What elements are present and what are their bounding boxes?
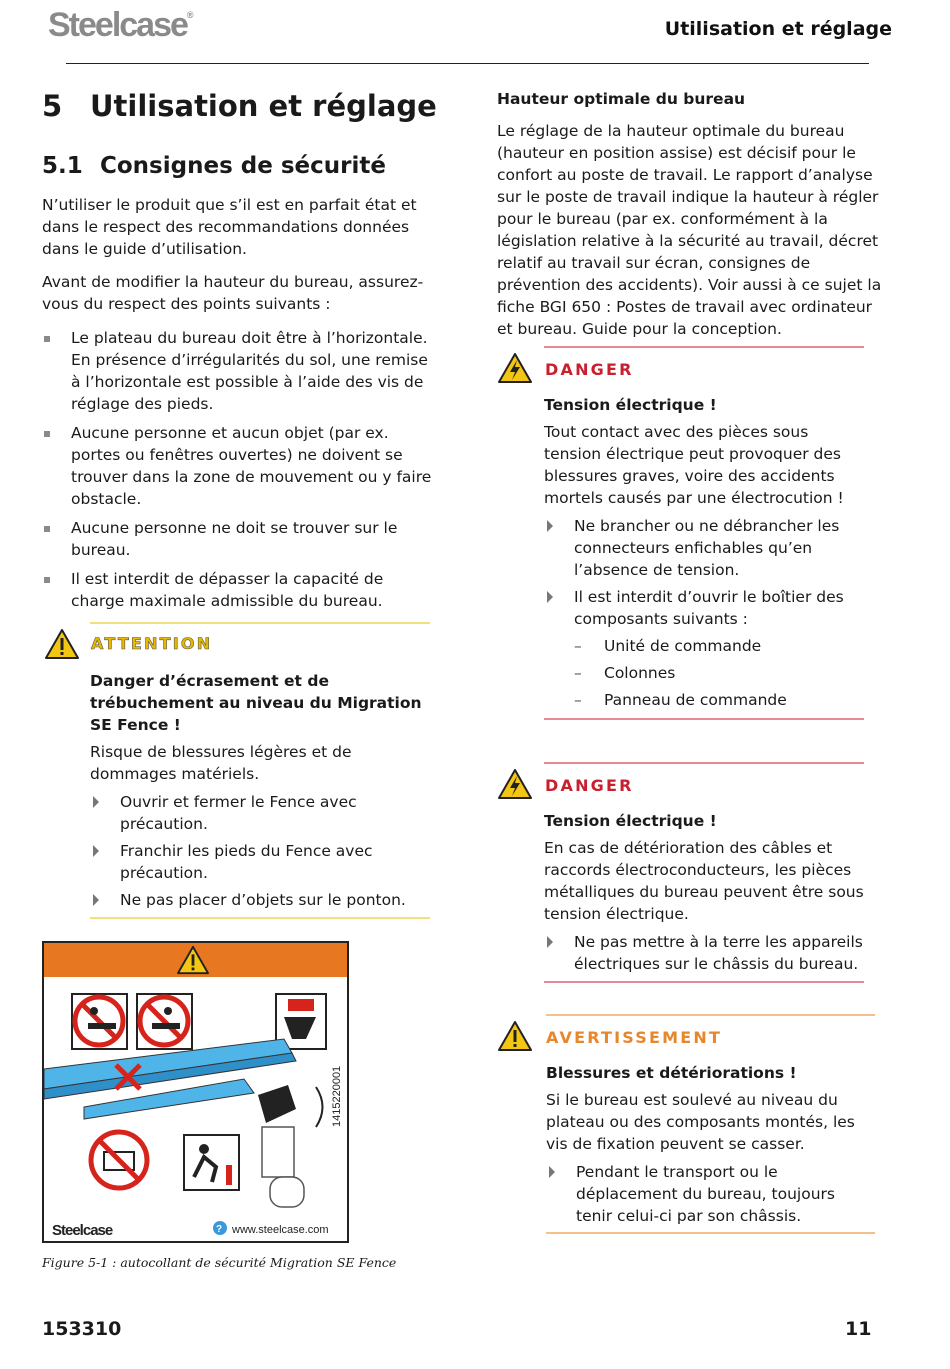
component-list: [544, 635, 866, 711]
arrow-right-icon: [547, 936, 553, 948]
subsection-title: Consignes de sécurité: [100, 153, 386, 179]
notice-steps: [544, 515, 866, 630]
attention-notice: [44, 622, 430, 922]
subsection-number: 5.1: [42, 153, 83, 179]
arrow-right-icon: [549, 1166, 555, 1178]
arrow-right-icon: [547, 591, 553, 603]
safety-checklist: [42, 327, 437, 612]
step-item: Ouvrir et fermer le Fence avec précaution.: [90, 791, 430, 835]
svg-text:www.steelcase.com: www.steelcase.com: [232, 1224, 329, 1236]
notice-bottom-rule: [544, 981, 864, 983]
danger-notice: [497, 346, 867, 721]
section-number: 5: [42, 89, 63, 123]
notice-signal-word: DANGER: [545, 360, 634, 379]
notice-title: Blessures et détériorations !: [546, 1064, 797, 1082]
arrow-right-icon: [547, 520, 553, 532]
figure-caption: Figure 5-1 : autocollant de sécurité Migration SE Fence: [42, 1255, 397, 1270]
notice-top-rule: [544, 346, 864, 348]
svg-text:1415220001: 1415220001: [331, 1065, 343, 1127]
danger-notice: [497, 762, 867, 986]
step-item: Ne pas placer d’objets sur le ponton.: [90, 889, 430, 911]
notice-bottom-rule: [546, 1232, 875, 1234]
notice-title: Danger d’écrasement et de trébuchement au niveau du Migration SE Fence !: [90, 672, 422, 734]
notice-top-rule: [90, 622, 430, 624]
intro-paragraph: N’utiliser le produit que s’il est en parfait état et dans le respect des recommandations données dans le guide d’utilisation.: [42, 196, 417, 258]
electric-hazard-icon: [497, 352, 533, 384]
checklist-item: Le plateau du bureau doit être à l’horizontale. En présence d’irrégularités du sol, une remise à l’horizontale est possible à l’aide des vis de réglage des pieds.: [42, 327, 437, 415]
intro-paragraph: Avant de modifier la hauteur du bureau, assurez-vous du respect des points suivants :: [42, 273, 424, 313]
notice-title: Tension électrique !: [544, 812, 717, 830]
notice-signal-word: ATTENTION: [91, 634, 213, 653]
step-item: Pendant le transport ou le déplacement du bureau, toujours tenir celui-ci par son châssis.: [546, 1161, 876, 1227]
notice-steps: [544, 931, 866, 975]
document-number: 153310: [42, 1318, 122, 1340]
arrow-right-icon: [93, 796, 99, 808]
subheading-optimal-height: Hauteur optimale du bureau: [497, 90, 746, 108]
notice-text: Risque de blessures légères et de dommages matériels.: [90, 743, 352, 783]
notice-body: [90, 670, 430, 916]
subsection-heading: [42, 150, 437, 182]
component-item: – Colonnes: [544, 662, 866, 684]
notice-steps: [546, 1161, 876, 1227]
brand-logo: Steelcase®: [48, 6, 194, 44]
step-item: Franchir les pieds du Fence avec précaution.: [90, 840, 430, 884]
optimal-height-paragraph: Le réglage de la hauteur optimale du bureau (hauteur en position assise) est décisif pour le confort au poste de travail. Le rapport d’analyse sur le poste de travail indique la hauteur à régler pour le bureau (par ex. conformément à la législation relative à la sécurité au travail, décret relatif au travail sur écran, consignes de prévention des accidents). Voir aussi à ce sujet la fiche BGI 650 : Postes de travail avec ordinateur et bureau. Guide pour la conception.: [497, 122, 882, 338]
arrow-right-icon: [93, 845, 99, 857]
checklist-item: Aucune personne et aucun objet (par ex. portes ou fenêtres ouvertes) ne doivent se trouver dans la zone de mouvement ou y faire obstacle.: [42, 422, 437, 510]
warning-notice: [497, 1014, 877, 1236]
checklist-item: Aucune personne ne doit se trouver sur le bureau.: [42, 517, 437, 561]
notice-text: Tout contact avec des pièces sous tension électrique peut provoquer des blessures graves, voire des accidents mortels causés par une électrocution !: [544, 423, 844, 507]
svg-text:?: ?: [216, 1224, 223, 1235]
checklist-item: Il est interdit de dépasser la capacité de charge maximale admissible du bureau.: [42, 568, 437, 612]
warning-triangle-icon: [176, 945, 210, 975]
notice-bottom-rule: [544, 718, 864, 720]
page-number: 11: [845, 1318, 872, 1340]
notice-signal-word: DANGER: [545, 776, 634, 795]
notice-body: [544, 810, 866, 980]
notice-bottom-rule: [90, 917, 430, 919]
component-item: – Panneau de commande: [544, 689, 866, 711]
safety-sticker-figure: [42, 941, 349, 1243]
notice-title: Tension électrique !: [544, 396, 717, 414]
step-item: Ne brancher ou ne débrancher les connecteurs enfichables qu’en l’absence de tension.: [544, 515, 866, 581]
electric-hazard-icon: [497, 768, 533, 800]
section-title: Utilisation et réglage: [90, 89, 437, 123]
notice-signal-word: AVERTISSEMENT: [546, 1028, 723, 1047]
notice-body: [546, 1062, 876, 1232]
sticker-pictograms: [44, 977, 347, 1241]
component-item: – Unité de commande: [544, 635, 866, 657]
right-column: [497, 88, 889, 340]
notice-text: En cas de détérioration des câbles et raccords électroconducteurs, les pièces métalliques du bureau peuvent être sous tension électrique.: [544, 839, 864, 923]
running-header-title: Utilisation et réglage: [664, 18, 892, 40]
svg-text:Steelcase: Steelcase: [52, 1222, 113, 1239]
step-item: Il est interdit d’ouvrir le boîtier des composants suivants :: [544, 586, 866, 630]
notice-steps: [90, 791, 430, 911]
step-item: Ne pas mettre à la terre les appareils électriques sur le châssis du bureau.: [544, 931, 866, 975]
warning-triangle-icon: [497, 1020, 533, 1052]
arrow-right-icon: [93, 894, 99, 906]
notice-top-rule: [546, 1014, 875, 1016]
notice-text: Si le bureau est soulevé au niveau du plateau ou des composants montés, les vis de fixation peuvent se casser.: [546, 1091, 855, 1153]
notice-top-rule: [544, 762, 864, 764]
notice-body: [544, 394, 866, 716]
section-heading: [42, 86, 437, 126]
warning-triangle-icon: [44, 628, 80, 660]
left-column: [42, 86, 437, 619]
header-rule: [66, 63, 869, 64]
